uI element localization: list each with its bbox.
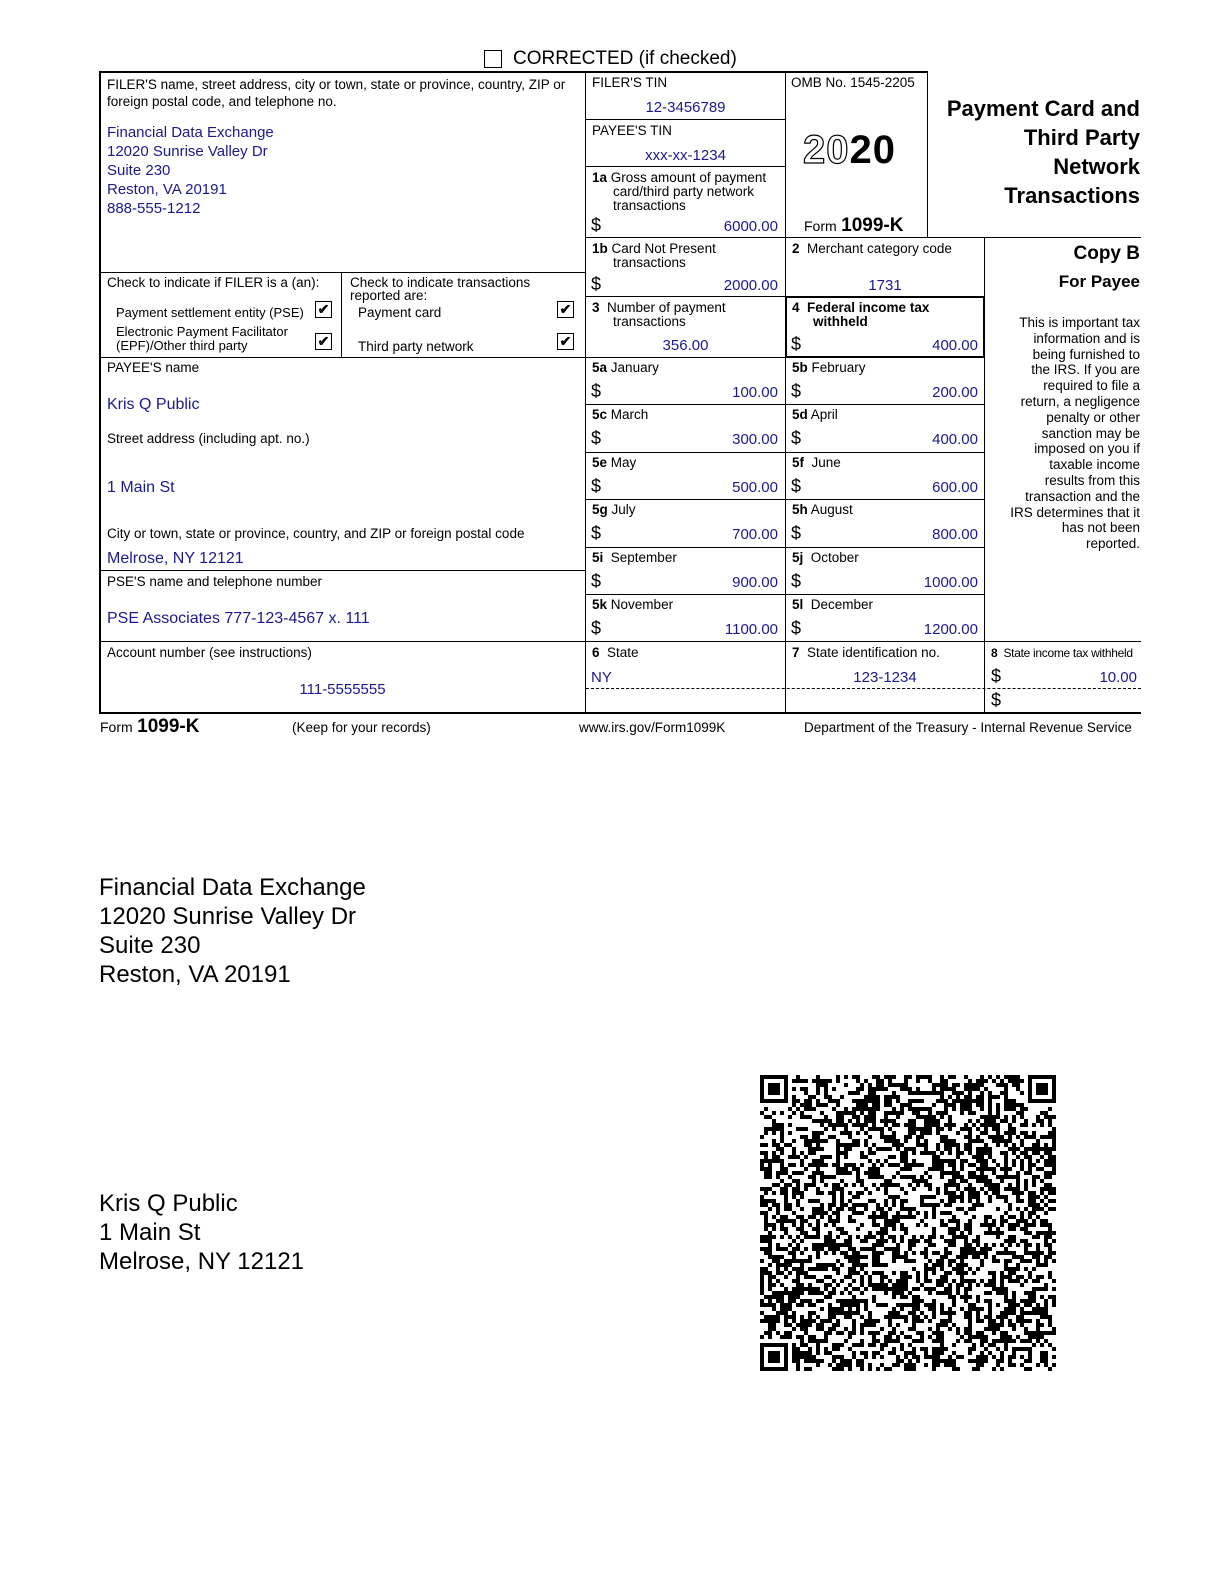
box5a-label <box>592 361 659 375</box>
currency-symbol: $ <box>791 618 802 638</box>
grid-line <box>99 272 585 273</box>
tax-year <box>803 128 896 173</box>
notice-line: information and is <box>1033 330 1140 346</box>
currency-symbol: $ <box>591 215 602 235</box>
form-name: 1099-K <box>841 215 904 236</box>
form-top-border <box>99 71 928 73</box>
currency-symbol: $ <box>591 381 602 401</box>
box7-value: 123-1234 <box>853 669 917 686</box>
footer-dept: Department of the Treasury - Internal Revenue Service <box>804 720 1132 735</box>
currency-symbol: $ <box>791 476 802 496</box>
mailing-line: Financial Data Exchange <box>99 874 366 901</box>
box5k-value: 1100.00 <box>724 621 778 638</box>
mailing-line: Melrose, NY 12121 <box>99 1248 305 1275</box>
box-label-line: State income tax withheld <box>1003 646 1133 660</box>
grid-line <box>585 452 984 453</box>
notice-line: taxable income <box>1049 457 1140 473</box>
epf-label-line: (EPF)/Other third party <box>116 338 248 353</box>
month-name: October <box>810 550 859 565</box>
corrected-checkbox[interactable] <box>484 50 502 68</box>
form-bottom-border <box>99 712 1141 714</box>
mailing-line: Suite 230 <box>99 932 201 959</box>
month-name: June <box>811 455 841 470</box>
currency-symbol: $ <box>791 571 802 591</box>
account-value: 111-5555555 <box>299 681 386 698</box>
notice-line: return, a negligence <box>1020 393 1140 409</box>
footer-keep: (Keep for your records) <box>292 720 431 735</box>
box-number: 5j <box>792 550 804 565</box>
mailing-line: Kris Q Public <box>99 1190 238 1217</box>
box4-label-2: withheld <box>813 314 868 329</box>
payment-card-label: Payment card <box>358 305 442 320</box>
month-name: May <box>610 455 637 470</box>
box1b-label-2: transactions <box>613 255 686 270</box>
payee-name-label: PAYEE'S name <box>107 360 200 375</box>
pse-checkbox[interactable]: ✔ <box>315 301 332 318</box>
grid-line <box>785 71 786 713</box>
notice-line: has not been <box>1061 520 1140 536</box>
title-line: Third Party <box>1023 125 1140 150</box>
currency-symbol: $ <box>791 334 802 354</box>
filer-tin-value: 12-3456789 <box>645 99 726 116</box>
filer-suite: Suite 230 <box>107 162 171 179</box>
payee-notice <box>990 315 1140 552</box>
account-label: Account number (see instructions) <box>107 645 312 660</box>
currency-symbol: $ <box>791 523 802 543</box>
payee-tin-value: xxx-xx-1234 <box>645 147 726 164</box>
omb-number: OMB No. 1545-2205 <box>791 75 915 90</box>
epf-label-line: Electronic Payment Facilitator <box>116 324 288 339</box>
notice-line: sanction may be <box>1041 425 1140 441</box>
title-line: Transactions <box>1004 183 1140 208</box>
box-number: 5e <box>592 455 608 470</box>
month-name: September <box>610 550 677 565</box>
box1b-label <box>592 242 716 256</box>
currency-symbol: $ <box>791 428 802 448</box>
copy-subtitle: For Payee <box>1058 272 1140 291</box>
currency-symbol: $ <box>591 523 602 543</box>
tax-year-bold: 20 <box>849 128 896 172</box>
grid-line <box>585 237 1141 238</box>
box-number: 1a <box>592 170 608 185</box>
month-name: December <box>810 597 874 612</box>
corrected-label: CORRECTED (if checked) <box>513 48 737 69</box>
box-number: 7 <box>792 645 800 660</box>
grid-line <box>585 404 984 405</box>
box5l-label <box>792 598 873 612</box>
currency-symbol: $ <box>591 476 602 496</box>
box8-value: 10.00 <box>1099 669 1137 686</box>
notice-line: reported. <box>1085 536 1140 552</box>
filer-city: Reston, VA 20191 <box>107 181 227 198</box>
box6-label <box>592 646 639 660</box>
trans-type-label-line: Check to indicate transactions <box>350 275 531 290</box>
filer-phone: 888-555-1212 <box>107 200 201 217</box>
payee-street: 1 Main St <box>107 479 175 496</box>
box2-label <box>792 242 952 256</box>
notice-line: penalty or other <box>1046 409 1140 425</box>
box5i-value: 900.00 <box>732 574 778 591</box>
notice-line: This is important tax <box>1019 315 1140 330</box>
box-number: 5a <box>592 360 608 375</box>
box-label-line: Federal income tax <box>807 300 930 315</box>
grid-line <box>99 570 585 571</box>
box5d-value: 400.00 <box>932 431 978 448</box>
grid-line <box>585 119 785 120</box>
box-number: 5f <box>792 455 805 470</box>
pse-name-label: PSE'S name and telephone number <box>107 574 322 589</box>
box5c-value: 300.00 <box>732 431 778 448</box>
box-number: 5l <box>792 597 804 612</box>
grid-line <box>585 296 785 297</box>
box3-label <box>592 301 726 315</box>
filer-tin-label: FILER'S TIN <box>592 75 668 90</box>
epf-checkbox[interactable]: ✔ <box>315 333 332 350</box>
box-number: 1b <box>592 241 608 256</box>
box4-value: 400.00 <box>932 337 978 354</box>
omb-form-id <box>804 215 903 237</box>
notice-line: the IRS. If you are <box>1031 362 1140 378</box>
filer-label: FILER'S name, street address, city or town, state or province, country, ZIP or foreign postal code, and telephone no. <box>107 77 566 109</box>
copy-title: Copy B <box>1073 243 1140 264</box>
grid-line <box>927 71 928 237</box>
payee-street-label: Street address (including apt. no.) <box>107 431 310 446</box>
box4-label <box>792 301 929 315</box>
box-number: 2 <box>792 241 800 256</box>
grid-line <box>585 71 586 713</box>
grid-dash <box>586 688 1141 689</box>
currency-symbol: $ <box>591 571 602 591</box>
box-number: 5d <box>792 407 808 422</box>
month-name: January <box>610 360 659 375</box>
trans-type-label <box>350 276 530 302</box>
third-party-network-label: Third party network <box>358 339 474 354</box>
box-number: 5g <box>592 502 608 517</box>
box1b-value: 2000.00 <box>723 277 778 294</box>
box5l-value: 1200.00 <box>923 621 978 638</box>
month-name: April <box>810 407 838 422</box>
filer-street: 12020 Sunrise Valley Dr <box>107 143 268 160</box>
grid-line <box>99 641 1141 642</box>
notice-line: required to file a <box>1043 378 1140 394</box>
box-number: 3 <box>592 300 600 315</box>
payee-city-label: City or town, state or province, country, and ZIP or foreign postal code <box>107 526 525 541</box>
box5f-label <box>792 456 841 470</box>
box5c-label <box>592 408 648 422</box>
form-prefix: Form <box>100 719 133 735</box>
title-line: Payment Card and <box>946 96 1140 121</box>
box-number: 5k <box>592 597 608 612</box>
box5b-label <box>792 361 866 375</box>
qr-code <box>760 1075 1056 1371</box>
box-label-line: Number of payment <box>607 300 726 315</box>
currency-symbol: $ <box>591 274 602 294</box>
box5h-value: 800.00 <box>932 526 978 543</box>
box-label-line: State identification no. <box>807 645 940 660</box>
box-label-line: State <box>607 645 639 660</box>
third-party-network-checkbox[interactable]: ✔ <box>557 333 574 350</box>
notice-line: IRS determines that it <box>1010 504 1140 520</box>
box5h-label <box>792 503 853 517</box>
box5g-label <box>592 503 636 517</box>
tax-year-outline: 20 <box>803 128 850 172</box>
box5j-label <box>792 551 859 565</box>
box5j-value: 1000.00 <box>923 574 978 591</box>
payment-card-checkbox[interactable]: ✔ <box>557 301 574 318</box>
epf-label <box>116 325 288 353</box>
notice-line: being furnished to <box>1032 346 1140 362</box>
filer-type-label: Check to indicate if FILER is a (an): <box>107 275 320 290</box>
box5f-value: 600.00 <box>932 479 978 496</box>
box-number: 6 <box>592 645 600 660</box>
box1a-label-3: transactions <box>613 198 686 213</box>
month-name: November <box>610 597 674 612</box>
box-label-line: Card Not Present <box>611 241 716 256</box>
notice-line: imposed on you if <box>1034 441 1140 457</box>
currency-symbol: $ <box>791 381 802 401</box>
box5k-label <box>592 598 673 612</box>
box-number: 8 <box>991 646 998 660</box>
mailing-line: Reston, VA 20191 <box>99 961 291 988</box>
form-name: 1099-K <box>137 716 200 737</box>
box-number: 5h <box>792 502 808 517</box>
notice-line: transaction and the <box>1025 488 1140 504</box>
box5e-label <box>592 456 636 470</box>
currency-symbol: $ <box>991 666 1002 686</box>
form-left-border <box>99 71 101 713</box>
footer-url[interactable]: www.irs.gov/Form1099K <box>579 720 726 735</box>
payee-city: Melrose, NY 12121 <box>107 550 244 567</box>
box6-value: NY <box>591 669 612 686</box>
trans-type-label-line: reported are: <box>350 288 428 303</box>
box5g-value: 700.00 <box>732 526 778 543</box>
grid-line <box>585 499 984 500</box>
box-label-line: Gross amount of payment <box>610 170 767 185</box>
currency-symbol: $ <box>591 428 602 448</box>
box-number: 5i <box>592 550 604 565</box>
box1a-value: 6000.00 <box>723 218 778 235</box>
grid-line <box>585 594 984 595</box>
box5d-label <box>792 408 838 422</box>
qr-modules <box>760 1075 1056 1371</box>
currency-symbol: $ <box>991 690 1002 710</box>
month-name: March <box>610 407 649 422</box>
month-name: August <box>810 502 853 517</box>
title-line: Network <box>1053 154 1140 179</box>
filer-name: Financial Data Exchange <box>107 124 274 141</box>
box5e-value: 500.00 <box>732 479 778 496</box>
mailing-from <box>99 873 366 989</box>
form-prefix: Form <box>804 218 837 234</box>
grid-line <box>585 547 984 548</box>
footer-form-id <box>100 716 199 738</box>
grid-line <box>341 272 342 357</box>
box-number: 4 <box>792 300 800 315</box>
box8-label <box>991 646 1133 660</box>
box5i-label <box>592 551 677 565</box>
box7-label <box>792 646 940 660</box>
month-name: February <box>811 360 866 375</box>
box3-value: 356.00 <box>662 337 709 354</box>
pse-label: Payment settlement entity (PSE) <box>116 305 304 320</box>
currency-symbol: $ <box>591 618 602 638</box>
mailing-to <box>99 1189 304 1276</box>
payee-name: Kris Q Public <box>107 396 200 413</box>
box3-label-2: transactions <box>613 314 686 329</box>
box-label-line: Merchant category code <box>807 241 952 256</box>
month-name: July <box>611 502 636 517</box>
box5a-value: 100.00 <box>732 384 778 401</box>
box2-value: 1731 <box>868 277 902 294</box>
mailing-line: 1 Main St <box>99 1219 201 1246</box>
box-number: 5c <box>592 407 608 422</box>
box1a-label <box>592 171 766 185</box>
payee-tin-label: PAYEE'S TIN <box>592 123 672 138</box>
pse-name-value: PSE Associates 777-123-4567 x. 111 <box>107 610 370 627</box>
box-number: 5b <box>792 360 808 375</box>
form-title <box>930 94 1140 210</box>
box1a-label-2: card/third party network <box>613 184 755 199</box>
notice-line: results from this <box>1044 472 1140 488</box>
mailing-line: 12020 Sunrise Valley Dr <box>99 903 357 930</box>
grid-line <box>585 166 785 167</box>
box5b-value: 200.00 <box>932 384 978 401</box>
